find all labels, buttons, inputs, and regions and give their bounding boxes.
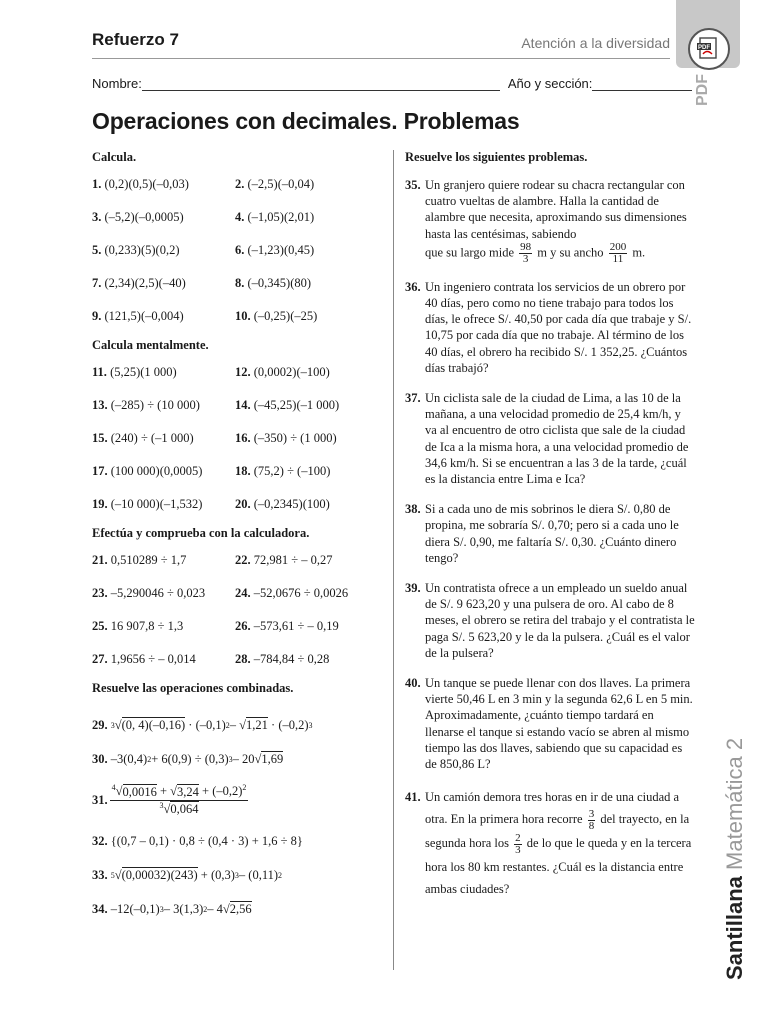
exercise-number: 27. (92, 652, 108, 666)
exercise-number: 9. (92, 309, 102, 323)
fraction-numerator: 200 (609, 240, 627, 253)
exercise-30: 30. –3(0,4) 2 + 6(0,9) ÷ (0,3) 3 – 20√ 1,69 (92, 751, 284, 766)
book-name: Matemática 2 (722, 737, 747, 870)
exercise-item (235, 586, 382, 619)
problem-number: 41. (405, 790, 421, 805)
problem-text: m y su ancho (537, 245, 604, 260)
exercise-item (92, 553, 235, 586)
exercise-expression: (–10 000)(–1,532) (110, 497, 203, 511)
exercise-item (92, 276, 235, 309)
header-divider (92, 58, 670, 59)
exercise-item (235, 464, 382, 497)
fraction (609, 242, 628, 265)
exercise-31: 31. $^4√0,0016 + √3,24 + (-0,2)^2$ $^3$√0,064 (92, 783, 247, 816)
exercise-number: 24. (235, 586, 251, 600)
refuerzo-label: Refuerzo 7 (92, 30, 179, 49)
exercise-expression: –784,84 ÷ 0,28 (253, 652, 330, 666)
exercises-column (92, 150, 382, 926)
exercise-number: 34. (92, 901, 108, 916)
section-heading: Calcula. (92, 150, 137, 164)
exercise-item (235, 177, 382, 210)
problem-text: del trayecto, en la segunda hora los (425, 812, 690, 850)
problem-40 (405, 675, 695, 772)
exercise-grid (92, 365, 382, 530)
exercise-number: 13. (92, 398, 108, 412)
problem-text: m. (632, 245, 646, 260)
exercise-item (92, 243, 235, 276)
exercise-expression: 16 907,8 ÷ 1,3 (110, 619, 184, 633)
problem-38 (405, 501, 695, 566)
exercise-29: 29. 3 √ (0, 4)(–0,16) · (–0,1) 2 – √ 1,21 · (–0,2) 3 (92, 717, 313, 732)
exercise-number: 5. (92, 243, 102, 257)
exercise-expression: (–0,25)(–25) (253, 309, 318, 323)
exercise-item (235, 243, 382, 276)
exercise-32 (92, 824, 382, 858)
exercise-number: 28. (235, 652, 251, 666)
name-row (92, 76, 692, 91)
exercise-expression: 0,510289 ÷ 1,7 (110, 553, 187, 567)
problem-number: 37. (405, 391, 421, 406)
problem-number: 40. (405, 676, 421, 691)
exercise-item (92, 586, 235, 619)
exercise-item (235, 398, 382, 431)
exercise-expression: (–45,25)(–1 000) (253, 398, 340, 412)
exercise-number: 7. (92, 276, 102, 290)
problem-text: que su largo mide (425, 245, 514, 260)
problem-number: 36. (405, 279, 421, 294)
fraction (514, 833, 522, 856)
exercise-item (92, 210, 235, 243)
exercise-expression: (100 000)(0,0005) (110, 464, 203, 478)
fraction (588, 809, 596, 832)
exercise-expression: (0,0002)(–100) (253, 365, 330, 379)
exercise-expression: (5,25)(1 000) (110, 365, 177, 379)
problem-39 (405, 580, 695, 661)
exercise-number: 6. (235, 243, 245, 257)
problem-text: Un ingeniero contrata los servicios de un obrero por 40 días, pero como no tiene trabajo para todos los días, le ofrece S/. 40,50 por cada día que trabaje y S/. 10,75 por cada día que no trabaje. Al término de los 40 días, el obrero ha recibido S/. 1 352,25. ¿Cuántos días trabajó? (425, 279, 692, 375)
exercise-number: 33. (92, 867, 108, 882)
fraction-numerator: 98 (520, 240, 532, 253)
nombre-label: Nombre: (92, 76, 142, 91)
exercise-number: 25. (92, 619, 108, 633)
nombre-field[interactable] (142, 78, 500, 91)
exercise-item (235, 276, 382, 309)
page-title: Operaciones con decimales. Problemas (92, 108, 520, 134)
fraction (519, 242, 532, 265)
exercise-expression: –5,290046 ÷ 0,023 (110, 586, 206, 600)
exercise-item (235, 619, 382, 652)
exercise-number: 11. (92, 365, 107, 379)
exercise-expression: –573,61 ÷ – 0,19 (253, 619, 339, 633)
exercise-expression: (–0,345)(80) (247, 276, 312, 290)
exercise-item (92, 177, 235, 210)
exercise-item (92, 365, 235, 398)
exercise-number: 17. (92, 464, 108, 478)
problem-number: 39. (405, 581, 421, 596)
exercise-expression: (2,34)(2,5)(–40) (104, 276, 186, 290)
exercise-expression: (–0,2345)(100) (253, 497, 330, 511)
ano-label: Año y sección: (507, 76, 593, 91)
exercise-item (235, 431, 382, 464)
brand-label (722, 720, 748, 980)
exercise-expression: (–1,23)(0,45) (247, 243, 315, 257)
exercise-number: 26. (235, 619, 251, 633)
problem-text: Un granjero quiere rodear su chacra rectangular con cuatro vueltas de alambre. Halla la cantidad de alambre que necesita, aproximando sus dimensiones hasta las centésimas, sabiendo (425, 178, 687, 241)
problems-column (405, 150, 695, 914)
exercise-number: 12. (235, 365, 251, 379)
exercise-item (92, 619, 235, 652)
fraction-numerator: 3 (588, 807, 595, 820)
fraction-denominator: 3 (515, 843, 521, 856)
problem-text: Un tanque se puede llenar con dos llaves. La primera vierte 50,46 L en 3 min y la segunda 62,6 L en 5 min. Aproximadamente, ¿cuánto tiempo tardará en llenarse el tanque si estando vacío se abren al mismo tiempo las dos llaves, sabiendo que su capacidad es de 850,86 L? (425, 676, 693, 772)
exercise-expression: –52,0676 ÷ 0,0026 (253, 586, 349, 600)
exercise-item (92, 398, 235, 431)
problem-text: de lo que le queda y en la tercera hora los 80 km restantes. ¿Cuál es la distancia entre ambas ciudades? (425, 835, 692, 896)
exercise-number: 2. (235, 177, 245, 191)
problem-41 (405, 786, 695, 899)
section-subtitle: Atención a la diversidad (521, 35, 670, 51)
exercise-number: 23. (92, 586, 108, 600)
svg-text:PDF: PDF (698, 45, 710, 51)
publisher-name: Santillana (722, 876, 747, 980)
exercise-number: 16. (235, 431, 251, 445)
exercise-expression: (–5,2)(–0,0005) (104, 210, 184, 224)
exercise-number: 20. (235, 497, 251, 511)
problem-number: 35. (405, 178, 421, 192)
section-heading: Calcula mentalmente. (92, 338, 209, 352)
exercise-number: 10. (235, 309, 251, 323)
exercise-expression: (0,233)(5)(0,2) (104, 243, 180, 257)
exercise-item (235, 553, 382, 586)
exercise-number: 8. (235, 276, 245, 290)
problem-text: Un ciclista sale de la ciudad de Lima, a las 10 de la mañana, a una velocidad promedio de 25,4 km/h, y va al encuentro de otro ciclista que sale de la ciudad de Ica a la misma hora, a una velocidad promedio de 34,6 km/h. Si se encuentran a las 3 de la tarde, ¿cuál es la distancia entre Lima e Ica? (425, 391, 689, 487)
exercise-number: 15. (92, 431, 108, 445)
section-heading: Resuelve las operaciones combinadas. (92, 681, 294, 695)
problem-text: Un camión demora tres horas en ir de una ciudad a otra. En la primera hora recorre (425, 790, 680, 827)
exercise-33: 33. 5 √ (0,00032)(243) + (0,3) 3 – (0,11) 2 (92, 867, 283, 882)
pdf-side-label: PDF (694, 74, 711, 106)
exercise-number: 4. (235, 210, 245, 224)
exercise-expression: (–285) ÷ (10 000) (110, 398, 200, 412)
exercise-expression: 1,9656 ÷ – 0,014 (110, 652, 196, 666)
exercise-grid (92, 553, 382, 685)
exercise-item (235, 365, 382, 398)
problem-text: Si a cada uno de mis sobrinos le diera S/. 0,80 de propina, me sobraría S/. 0,70; pero si a cada uno le diera S/. 0,90, me faltaría S/. 0,30. ¿Cuánto dinero tengo? (425, 502, 679, 565)
exercise-number: 21. (92, 553, 108, 567)
pdf-icon[interactable] (688, 28, 730, 70)
exercise-number: 30. (92, 751, 108, 766)
exercise-number: 1. (92, 177, 102, 191)
exercise-number: 32. (92, 833, 108, 848)
exercise-number: 22. (235, 553, 251, 567)
exercise-item (235, 309, 382, 342)
section-heading: Resuelve los siguientes problemas. (405, 150, 588, 164)
exercise-expression: (121,5)(–0,004) (104, 309, 184, 323)
exercise-item (235, 210, 382, 243)
problem-number: 38. (405, 502, 421, 517)
exercise-expression: (–2,5)(–0,04) (247, 177, 315, 191)
section-heading: Efectúa y comprueba con la calculadora. (92, 526, 310, 540)
problem-35 (405, 177, 695, 265)
exercise-34: 34. –12(–0,1) 3 – 3(1,3) 2 – 4√ 2,56 (92, 901, 252, 916)
exercise-number: 31. (92, 792, 108, 807)
fraction-denominator: 11 (612, 252, 624, 265)
exercise-number: 29. (92, 717, 108, 732)
problem-36 (405, 279, 695, 376)
fraction-denominator: 3 (522, 252, 529, 265)
exercise-number: 3. (92, 210, 102, 224)
exercise-expression: {(0,7 – 0,1) · 0,8 ÷ (0,4 · 3) + 1,6 ÷ 8} (110, 833, 303, 848)
exercise-expression: (–350) ÷ (1 000) (253, 431, 337, 445)
column-divider (393, 150, 394, 970)
exercise-number: 19. (92, 497, 108, 511)
problem-37 (405, 390, 695, 487)
exercise-expression: (–1,05)(2,01) (247, 210, 315, 224)
problem-text: Un contratista ofrece a un empleado un sueldo anual de S/. 9 623,20 y una pulsera de oro. Al cabo de 8 meses, el obrero se retira del trabajo y el contratista le paga S/. 5 623,20 y le da la pulsera. ¿Cuál es el valor de la pulsera? (425, 581, 695, 660)
exercise-expression: (240) ÷ (–1 000) (110, 431, 194, 445)
exercise-item (92, 464, 235, 497)
fraction-denominator: 8 (588, 819, 595, 832)
fraction-numerator: 2 (515, 831, 521, 844)
exercise-expression: 72,981 ÷ – 0,27 (253, 553, 333, 567)
exercise-number: 18. (235, 464, 251, 478)
exercise-expression: (75,2) ÷ (–100) (253, 464, 331, 478)
exercise-grid (92, 177, 382, 342)
exercise-number: 14. (235, 398, 251, 412)
ano-field[interactable] (592, 78, 692, 91)
exercise-expression: (0,2)(0,5)(–0,03) (104, 177, 189, 191)
exercise-item (92, 431, 235, 464)
